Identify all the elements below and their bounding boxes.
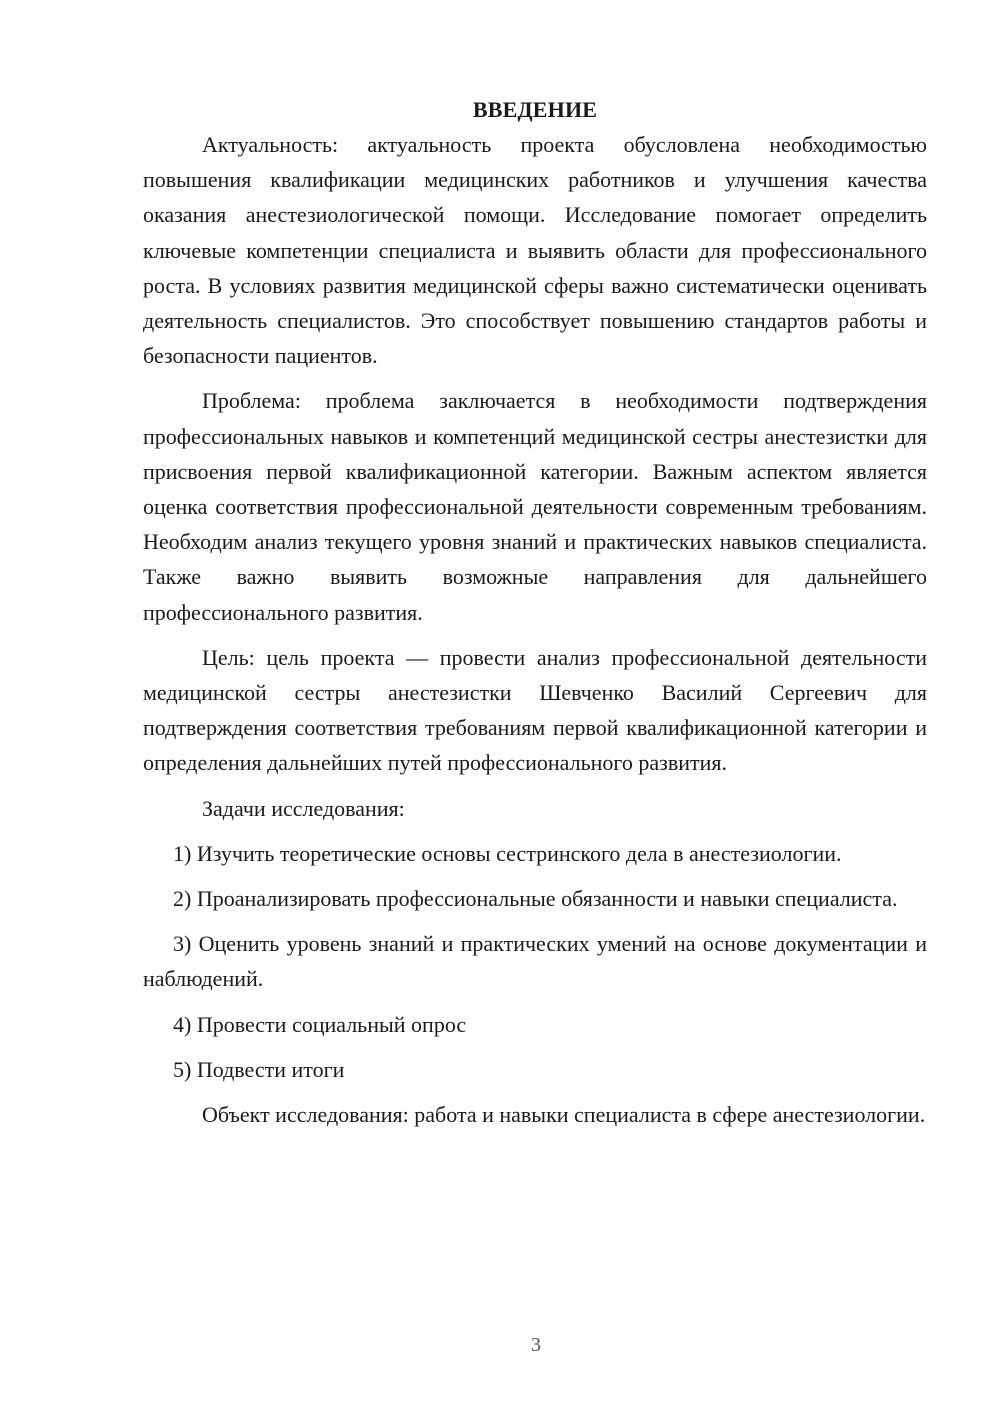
- task-item-3: 3) Оценить уровень знаний и практических умений на основе документации и наблюдений.: [143, 931, 927, 992]
- document-page: [143, 92, 927, 1142]
- paragraph-object: Объект исследования: работа и навыки специалиста в сфере анестезиологии.: [202, 1102, 926, 1128]
- paragraph-tasks-intro: Задачи исследования:: [202, 795, 405, 821]
- page-number: 3: [531, 1334, 541, 1356]
- paragraph-problem: Проблема: проблема заключается в необходимости подтверждения профессиональных навыков и компетенций медицинской сестры анестезистки для присвоения первой квалификационной категории. Важным аспектом является оценка соответствия профессиональной деятельности современным требованиям. Необходим анализ текущего уровня знаний и практических навыков специалиста. Также важно выявить возможные направления для дальнейшего профессионального развития.: [143, 388, 927, 625]
- task-item-2: 2) Проанализировать профессиональные обязанности и навыки специалиста.: [173, 886, 898, 912]
- paragraph-relevance: Актуальность: актуальность проекта обусловлена необходимостью повышения квалификации медицинских работников и улучшения качества оказания анестезиологической помощи. Исследование помогает определить ключевые компетенции специалиста и выявить области для профессионального роста. В условиях развития медицинской сферы важно систематически оценивать деятельность специалистов. Это способствует повышению стандартов работы и безопасности пациентов.: [143, 132, 927, 369]
- task-item-4: 4) Провести социальный опрос: [173, 1011, 467, 1037]
- paragraph-goal: Цель: цель проекта — провести анализ профессиональной деятельности медицинской сестры анестезистки Шевченко Василий Сергеевич для подтверждения соответствия требованиям первой квалификационной категории и определения дальнейших путей профессионального развития.: [143, 644, 927, 776]
- section-heading: ВВЕДЕНИЕ: [472, 97, 598, 122]
- task-item-5: 5) Подвести итоги: [173, 1056, 345, 1082]
- task-item-1: 1) Изучить теоретические основы сестринского дела в анестезиологии.: [173, 840, 842, 866]
